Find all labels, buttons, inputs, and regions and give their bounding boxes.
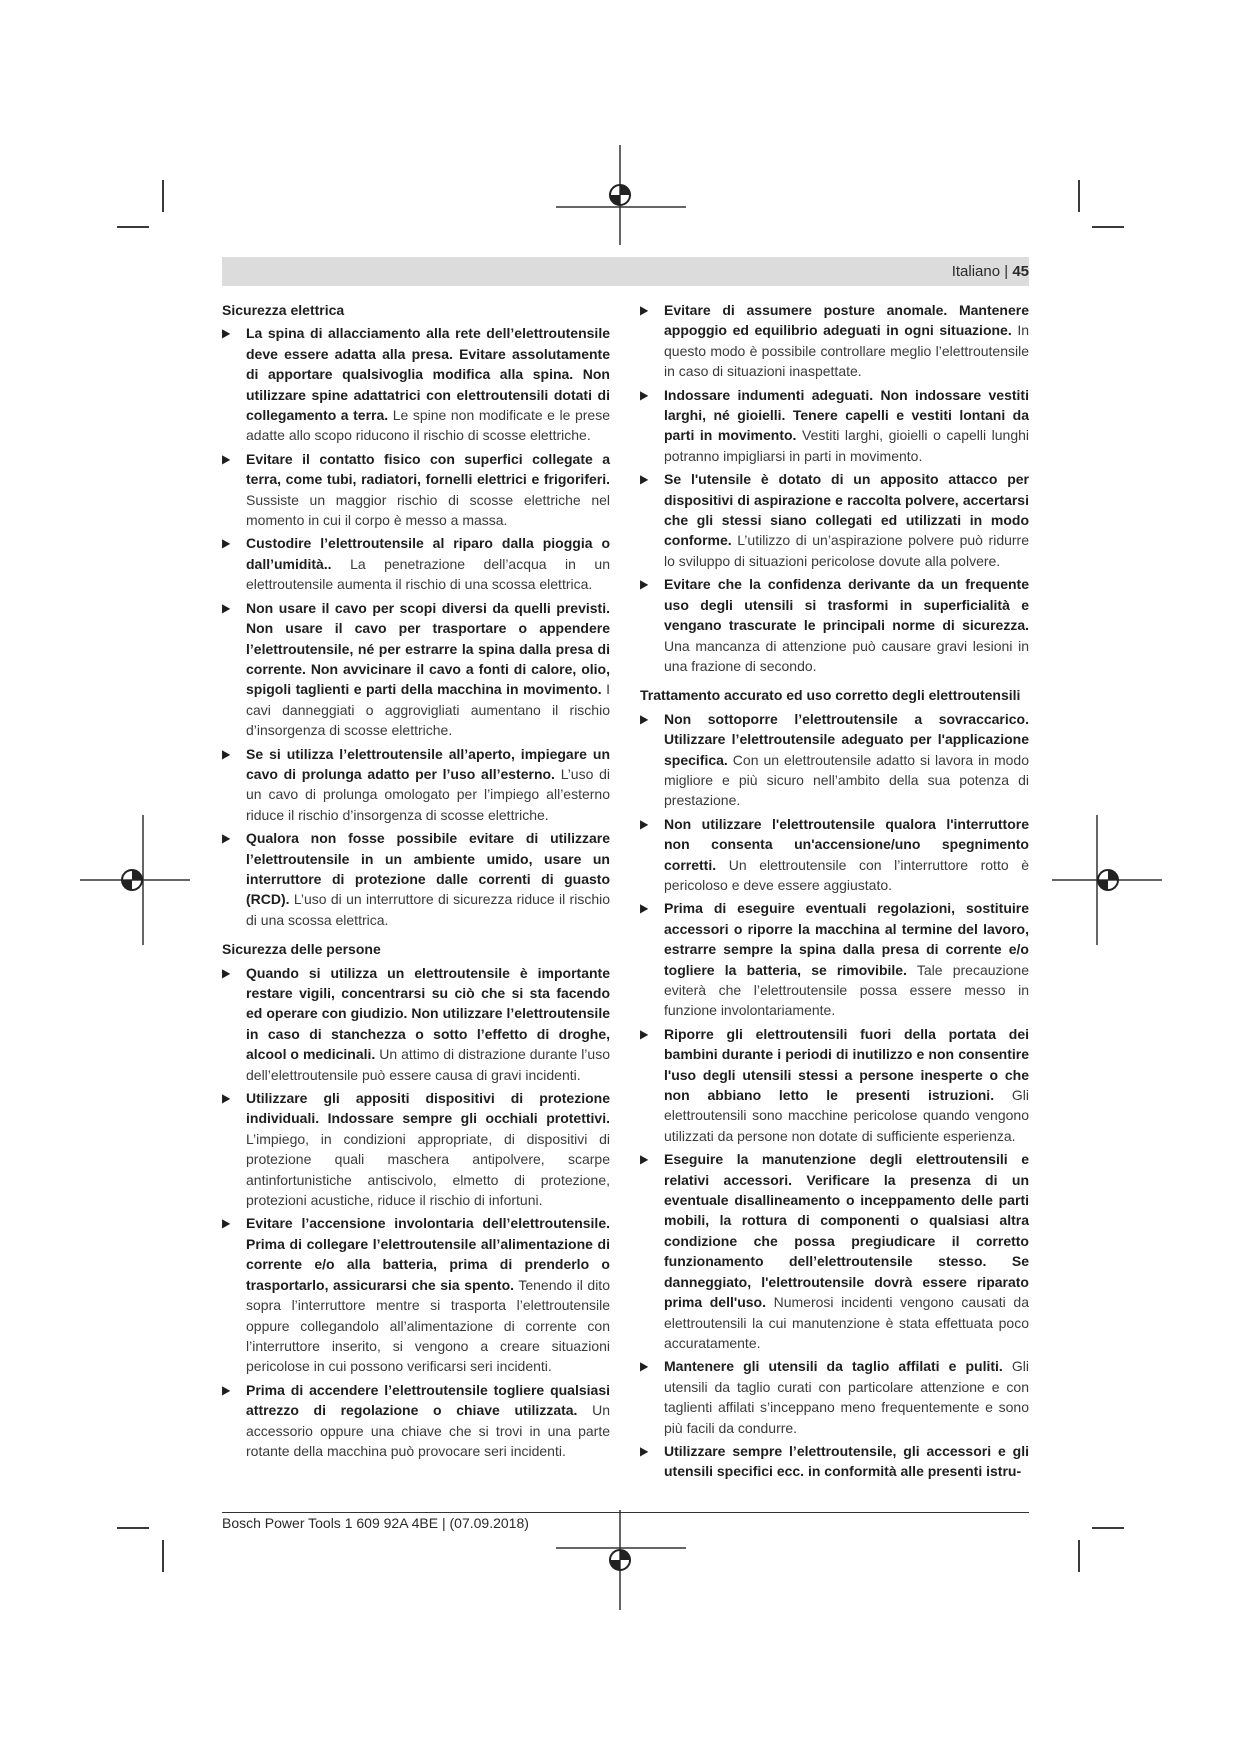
item-instruction: Se l'utensile è dotato di un apposito attacco per dispositivi di aspirazione e raccolta polvere, accertarsi che gli stessi siano collegati ed utilizzati in modo conforme. [664, 471, 1029, 549]
bullet-arrow-icon: ▶ [640, 1443, 649, 1458]
registration-mark-left [80, 815, 190, 945]
bullet-arrow-icon: ▶ [222, 831, 231, 846]
item-instruction: La spina di allacciamento alla rete dell’elettroutensile deve essere adatta alla presa. Evitare assolutamente di apportare qualsivoglia modifica alla spina. Non utilizzare spine adattatrici con elettroutensili dotati di collegamento a terra. [246, 325, 610, 424]
item-explanation: I cavi danneggiati o aggrovigliati aumentano il rischio d’insorgenza di scosse elettriche. [246, 681, 610, 739]
page-footer: Bosch Power Tools 1 609 92A 4BE | (07.09.2018) [222, 1515, 529, 1531]
bullet-arrow-icon: ▶ [222, 326, 231, 341]
item-instruction: Quando si utilizza un elettroutensile è importante restare vigili, concentrarsi su ciò che si sta facendo ed operare con giudizio. Non utilizzare l’elettroutensile in caso di stanchezza o sotto l’effetto di droghe, alcool o medicinali. [246, 964, 610, 1063]
item-instruction: Eseguire la manutenzione degli elettroutensili e relativi accessori. Verificare la presenza di un eventuale disallineamento o inceppamento delle parti mobili, la rottura di componenti o qualsiasi altra condizione che possa pregiudicare il corretto funzionamento dell’elettroutensile stesso. Se danneggiato, l'elettroutensile dovrà essere riparato prima dell'uso. [664, 1151, 1029, 1311]
item-instruction: Non sottoporre l’elettroutensile a sovraccarico. Utilizzare l’elettroutensile adeguato per l'applicazione specifica. [664, 710, 1029, 768]
item-instruction: Non usare il cavo per scopi diversi da quelli previsti. Non usare il cavo per trasportare o appendere l’elettroutensile, né per estrarre la spina dalla presa di corrente. Non avvicinare il cavo a fonti di calore, olio, spigoli taglienti e parti della macchina in movimento. [246, 599, 610, 698]
item-explanation: Un accessorio oppure una chiave che si trovi in una parte rotante della macchina può provocare seri incidenti. [246, 1402, 610, 1459]
item-explanation: L’utilizzo di un’aspirazione polvere può ridurre lo sviluppo di situazioni pericolose dovute alla polvere. [664, 532, 1030, 569]
safety-item [640, 574, 1029, 676]
item-explanation: L’uso di un cavo di prolunga omologato per l’impiego all’esterno riduce il rischio d’insorgenza di scosse elettriche. [246, 765, 611, 823]
bullet-arrow-icon: ▶ [222, 536, 231, 551]
page-number: 45 [1012, 263, 1029, 280]
footer-rule [222, 1512, 1029, 1513]
page-header: Italiano | 45 [951, 263, 1029, 280]
item-explanation: Tale precauzione eviterà che l’elettroutensile possa essere messo in funzione involontariamente. [664, 961, 1029, 1019]
crop-mark [1078, 1540, 1080, 1572]
item-explanation: Tenendo il dito sopra l’interruttore mentre si trasporta l’elettroutensile oppure collegandolo all’alimentazione di corrente con l’interruttore inserito, si vengono a creare situazioni pericolose in cui possono verificarsi seri incidenti. [246, 1276, 610, 1375]
item-instruction: Utilizzare sempre l’elettroutensile, gli accessori e gli utensili specifici ecc. in conformità alle presenti istru- [664, 1442, 1029, 1480]
item-instruction: Mantenere gli utensili da taglio affilati e puliti. [664, 1358, 1003, 1375]
crop-mark [162, 180, 164, 212]
safety-item [222, 323, 610, 445]
item-explanation: L’impiego, in condizioni appropriate, di dispositivi di protezione quali maschera antipolvere, scarpe antinfortunistiche antiscivolo, elmetto di protezione, protezioni acustiche, riduce il rischio di infortuni. [246, 1130, 610, 1209]
safety-item [222, 828, 610, 930]
safety-item [222, 533, 610, 594]
safety-item [222, 449, 610, 531]
safety-item [222, 1088, 610, 1210]
registration-mark-bottom [556, 1510, 686, 1610]
item-instruction: Custodire l’elettroutensile al riparo dalla pioggia o dall’umidità.. [246, 535, 610, 572]
item-instruction: Evitare l’accensione involontaria dell’elettroutensile. Prima di collegare l’elettroutensile all’alimentazione di corrente e/o alla batteria, prima di prenderlo o trasportarlo, assicurarsi che sia spento. [246, 1215, 610, 1293]
header-bar [222, 257, 1029, 286]
safety-item [640, 385, 1029, 467]
item-explanation: Sussiste un maggior rischio di scosse elettriche nel momento in cui il corpo è messo a massa. [246, 491, 610, 529]
bullet-arrow-icon: ▶ [640, 1152, 649, 1167]
crop-mark [162, 1540, 164, 1572]
item-instruction: Qualora non fosse possibile evitare di utilizzare l’elettroutensile in un ambiente umido, usare un interruttore di protezione dalle correnti di guasto (RCD). [246, 830, 610, 908]
item-instruction: Non utilizzare l'elettroutensile qualora l'interruttore non consenta un'accensione/uno spegnimento corretti. [664, 815, 1029, 873]
safety-item [222, 1213, 610, 1376]
item-instruction: Se si utilizza l’elettroutensile all’aperto, impiegare un cavo di prolunga adatto per l’uso all’esterno. [246, 745, 610, 782]
item-explanation: Una mancanza di attenzione può causare gravi lesioni in una frazione di secondo. [664, 637, 1029, 674]
bullet-arrow-icon: ▶ [222, 1091, 231, 1106]
crop-mark [117, 1527, 149, 1529]
bullet-arrow-icon: ▶ [222, 1382, 231, 1397]
safety-item [640, 814, 1029, 896]
bullet-arrow-icon: ▶ [640, 816, 649, 831]
safety-item [222, 598, 610, 741]
left-column [222, 300, 610, 1464]
bullet-arrow-icon: ▶ [222, 965, 231, 980]
item-explanation: Un attimo di distrazione durante l’uso dell’elettroutensile può essere causa di gravi incidenti. [246, 1046, 610, 1083]
bullet-arrow-icon: ▶ [640, 711, 649, 726]
bullet-arrow-icon: ▶ [640, 1359, 649, 1374]
item-explanation: Un elettroutensile con l’interruttore rotto è pericoloso e deve essere aggiustato. [664, 856, 1029, 893]
safety-item [640, 1024, 1029, 1146]
item-explanation: Numerosi incidenti vengono causati da elettroutensili la cui manutenzione è stata effettuata poco accuratamente. [664, 1294, 1029, 1351]
bullet-arrow-icon: ▶ [640, 577, 649, 592]
safety-item [640, 300, 1029, 382]
bullet-arrow-icon: ▶ [640, 472, 649, 487]
bullet-arrow-icon: ▶ [640, 901, 649, 916]
item-explanation: Gli elettroutensili sono macchine pericolose quando vengono utilizzati da persone non dotate di sufficiente esperienza. [664, 1087, 1029, 1144]
item-instruction: Utilizzare gli appositi dispositivi di protezione individuali. Indossare sempre gli occhiali protettivi. [246, 1090, 610, 1127]
bullet-arrow-icon: ▶ [640, 1026, 649, 1041]
header-language: Italiano [951, 263, 1001, 280]
safety-item [640, 898, 1029, 1020]
bullet-arrow-icon: ▶ [222, 600, 231, 615]
safety-item [640, 469, 1029, 571]
registration-mark-top [556, 145, 686, 245]
bullet-arrow-icon: ▶ [222, 451, 231, 466]
item-explanation: Le spine non modificate e le prese adatte allo scopo riducono il rischio di scosse elettriche. [246, 407, 611, 444]
crop-mark [1092, 226, 1124, 228]
registration-mark-right [1052, 815, 1162, 945]
safety-item [640, 1149, 1029, 1353]
bullet-arrow-icon: ▶ [222, 746, 231, 761]
section-heading: Sicurezza delle persone [222, 941, 381, 958]
item-instruction: Prima di eseguire eventuali regolazioni, sostituire accessori o riporre la macchina al termine del lavoro, estrarre sempre la spina dalla presa di corrente e/o togliere la batteria, se rimovibile. [664, 900, 1029, 978]
safety-item [640, 709, 1029, 811]
bullet-arrow-icon: ▶ [222, 1216, 231, 1231]
crop-mark [1092, 1527, 1124, 1529]
item-explanation: Vestiti larghi, gioielli o capelli lunghi potranno impigliarsi in parti in movimento. [664, 427, 1030, 464]
safety-item [222, 1380, 610, 1462]
safety-item [640, 1441, 1029, 1482]
item-instruction: Evitare il contatto fisico con superfici collegate a terra, come tubi, radiatori, fornelli elettrici e frigoriferi. [246, 450, 610, 488]
crop-mark [117, 226, 149, 228]
right-column [640, 300, 1029, 1485]
item-explanation: Gli utensili da taglio curati con particolare attenzione e con taglienti affilati s’inceppano meno frequentemente e sono più facili da condurre. [664, 1358, 1030, 1436]
section-heading: Sicurezza elettrica [222, 302, 345, 318]
item-explanation: In questo modo è possibile controllare meglio l’elettroutensile in caso di situazioni inaspettate. [664, 322, 1030, 380]
item-explanation: L’uso di un interruttore di sicurezza riduce il rischio di una scossa elettrica. [246, 891, 611, 928]
safety-item [222, 744, 610, 826]
item-instruction: Indossare indumenti adeguati. Non indossare vestiti larghi, né gioielli. Tenere capelli e vestiti lontani da parti in movimento. [664, 386, 1029, 444]
section-heading: Trattamento accurato ed uso corretto degli elettroutensili [640, 687, 1021, 704]
item-instruction: Riporre gli elettroutensili fuori della portata dei bambini durante i periodi di inutilizzo e non consentire l'uso degli utensili stessi a persone inesperte o che non abbiano letto le presenti istruzioni. [664, 1025, 1029, 1104]
item-instruction: Evitare che la confidenza derivante da un frequente uso degli utensili si trasformi in superficialità e vengano trascurate le principali norme di sicurezza. [664, 576, 1029, 634]
crop-mark [1078, 180, 1080, 212]
item-explanation: La penetrazione dell’acqua in un elettroutensile aumenta il rischio di una scossa elettrica. [246, 555, 610, 593]
bullet-arrow-icon: ▶ [640, 303, 649, 317]
item-instruction: Prima di accendere l’elettroutensile togliere qualsiasi attrezzo di regolazione o chiave utilizzata. [246, 1381, 610, 1419]
item-instruction: Evitare di assumere posture anomale. Mantenere appoggio ed equilibrio adeguati in ogni situazione. [664, 302, 1029, 339]
safety-item [640, 1356, 1029, 1438]
item-explanation: Con un elettroutensile adatto si lavora in modo migliore e più sicuro nell’ambito della sua potenza di prestazione. [664, 751, 1030, 809]
bullet-arrow-icon: ▶ [640, 387, 649, 402]
safety-item [222, 963, 610, 1085]
